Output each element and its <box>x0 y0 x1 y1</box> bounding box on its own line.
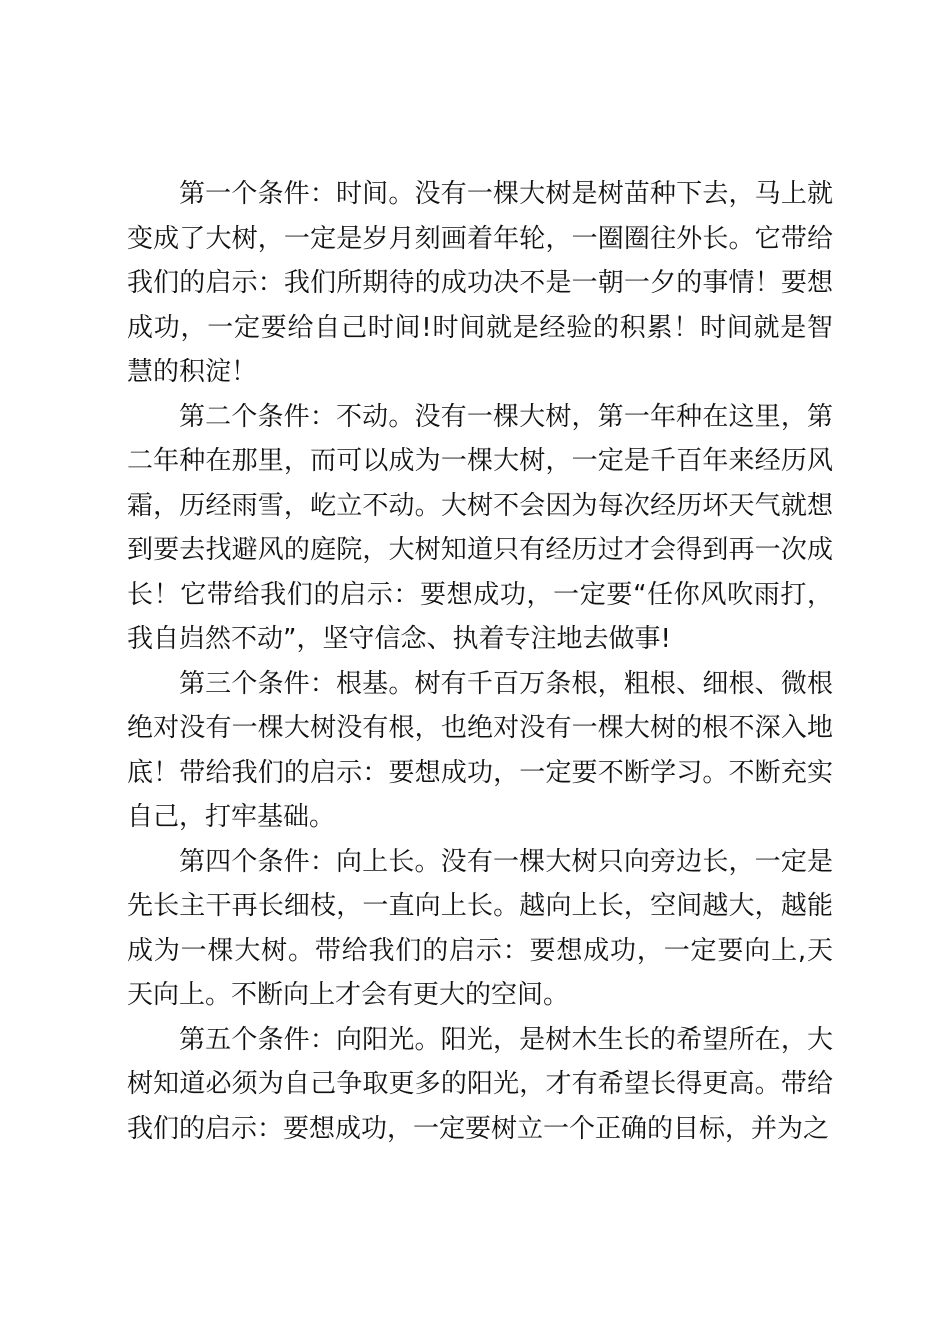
paragraph-condition-sunlight: 第五个条件：向阳光。阳光，是树木生长的希望所在，大树知道必须为自己争取更多的阳光，才有希望长得更高。带给我们的启示：要想成功，一定要树立一个正确的目标，并为之 <box>127 1024 833 1144</box>
paragraph-condition-grow-upward: 第四个条件：向上长。没有一棵大树只向旁边长，一定是先长主干再长细枝，一直向上长。越向上长，空间越大，越能成为一棵大树。带给我们的启示：要想成功，一定要向上,天天向上。不断向上才会有更大的空间。 <box>127 846 833 1010</box>
paragraph-condition-steadfast: 第二个条件：不动。没有一棵大树，第一年种在这里，第二年种在那里，而可以成为一棵大树，一定是千百年来经历风霜，历经雨雪，屹立不动。大树不会因为每次经历坏天气就想到要去找避风的庭院，大树知道只有经历过才会得到再一次成长！它带给我们的启示：要想成功，一定要“任你风吹雨打，我自岿然不动”，坚守信念、执着专注地去做事! <box>127 401 833 654</box>
document-body <box>127 172 833 1151</box>
paragraph-condition-time: 第一个条件：时间。没有一棵大树是树苗种下去，马上就变成了大树，一定是岁月刻画着年轮，一圈圈往外长。它带给我们的启示：我们所期待的成功决不是一朝一夕的事情！要想成功，一定要给自己时间!时间就是经验的积累！时间就是智慧的积淀！ <box>127 179 833 387</box>
paragraph-condition-roots: 第三个条件：根基。树有千百万条根，粗根、细根、微根绝对没有一棵大树没有根，也绝对没有一棵大树的根不深入地底！带给我们的启示：要想成功，一定要不断学习。不断充实自己，打牢基础。 <box>127 668 833 832</box>
